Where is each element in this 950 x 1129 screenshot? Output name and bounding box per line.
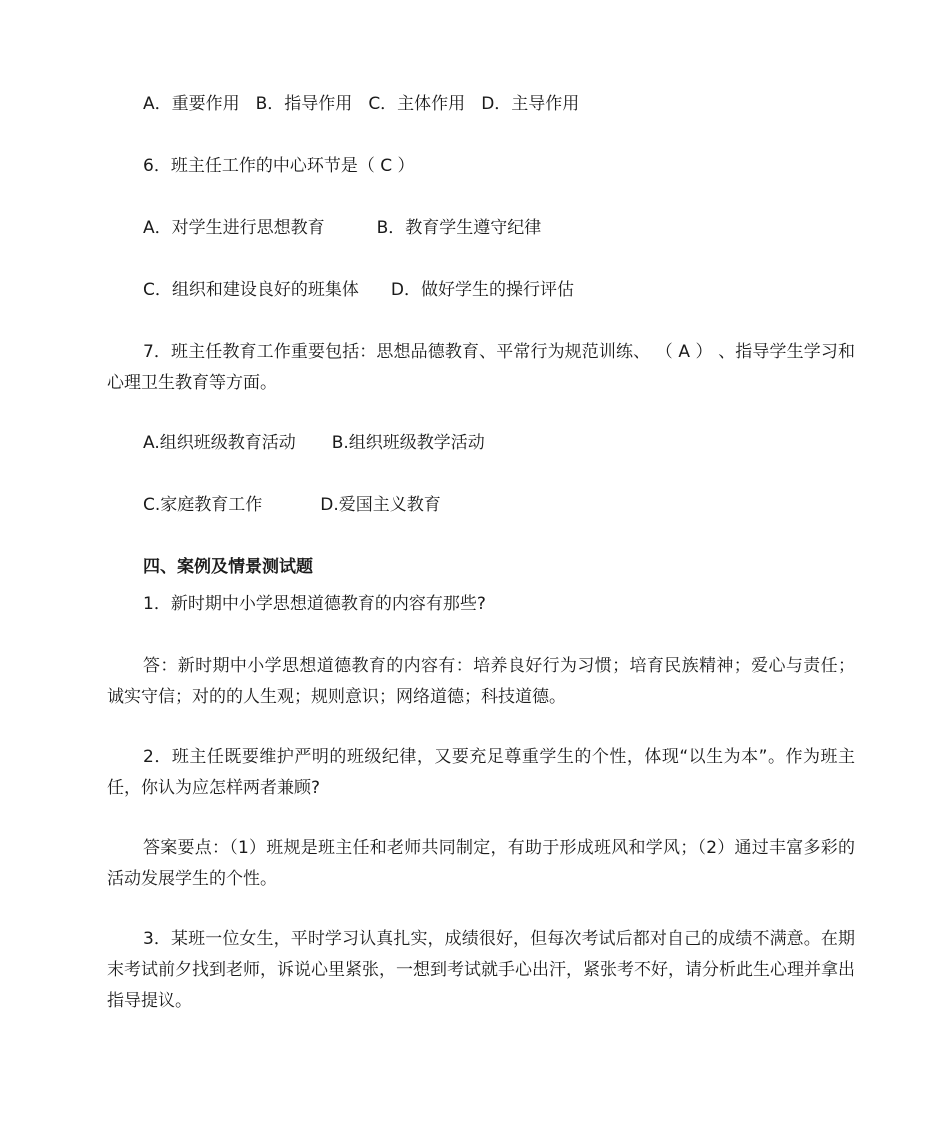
q7-question: 7．班主任教育工作重要包括：思想品德教育、平常行为规范训练、 （ A ） 、指导学生学习和心理卫生教育等方面。 <box>107 342 855 393</box>
q5-option-d: D．主导作用 <box>481 94 580 114</box>
q6-option-a: A．对学生进行思想教育 <box>143 218 325 238</box>
case1-question: 1．新时期中小学思想道德教育的内容有那些? <box>143 594 486 614</box>
q7-option-c: C.家庭教育工作 <box>143 495 263 515</box>
case2-answer: 答案要点：（1）班规是班主任和老师共同制定，有助于形成班风和学风；（2）通过丰富多彩的活动发展学生的个性。 <box>107 838 855 889</box>
q6-option-c: C．组织和建设良好的班集体 <box>143 280 359 300</box>
q5-option-b: B．指导作用 <box>255 94 353 114</box>
q5-options-line <box>143 89 579 119</box>
case1-answer: 答：新时期中小学思想道德教育的内容有：培养良好行为习惯；培育民族精神；爱心与责任；诚实守信；对的的人生观；规则意识；网络道德；科技道德。 <box>107 656 855 707</box>
q7-options-line-2 <box>143 490 441 520</box>
q7-options-line-1 <box>143 428 485 458</box>
q6-options-line-1 <box>143 213 541 243</box>
case3-question: 3．某班一位女生，平时学习认真扎实，成绩很好，但每次考试后都对自己的成绩不满意。在期末考试前夕找到老师，诉说心里紧张，一想到考试就手心出汗，紧张考不好，请分析此生心理并拿出指导提议。 <box>107 929 855 1011</box>
q7-option-a: A.组织班级教育活动 <box>143 433 296 453</box>
q6-option-d: D．做好学生的操行评估 <box>390 280 574 300</box>
q6-options-line-2 <box>143 275 574 305</box>
section-heading: 四、案例及情景测试题 <box>143 557 313 577</box>
q6-option-b: B．教育学生遵守纪律 <box>376 218 542 238</box>
q6-question: 6．班主任工作的中心环节是（ C ） <box>143 156 415 176</box>
q7-option-d: D.爱国主义教育 <box>320 495 441 515</box>
q5-option-c: C．主体作用 <box>368 94 466 114</box>
case2-question: 2．班主任既要维护严明的班级纪律，又要充足尊重学生的个性，体现“以生为本”。作为班主任，你认为应怎样两者兼顾? <box>107 747 855 798</box>
q5-option-a: A．重要作用 <box>143 94 240 114</box>
q7-option-b: B.组织班级教学活动 <box>331 433 485 453</box>
